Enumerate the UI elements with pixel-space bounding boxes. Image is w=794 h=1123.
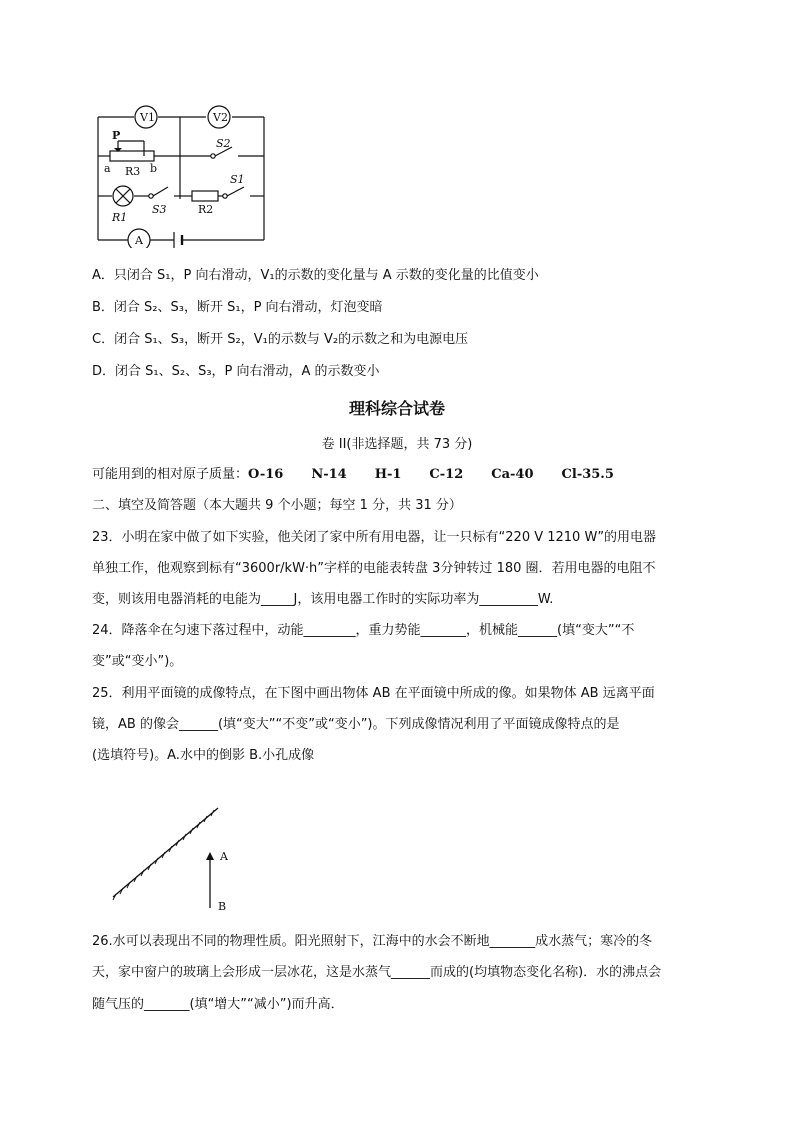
mass-item: C-12 [429, 467, 464, 482]
option-c: C．闭合 S₁、S₃，断开 S₂，V₁的示数与 V₂的示数之和为电源电压 [92, 332, 469, 347]
q26-line-1: 26.水可以表现出不同的物理性质。阳光照射下，江海中的水会不断地_______成水蒸气；寒冷的冬 [92, 934, 653, 949]
q25-line-3: (选填符号)。A.水中的倒影 B.小孔成像 [92, 748, 315, 763]
paper-title: 理科综合试卷 [348, 399, 445, 418]
q26-line-3: 随气压的_______(填“增大”“减小”)而升高． [92, 997, 344, 1012]
q24-line-2: 变”或“变小”)。 [92, 654, 183, 669]
ammeter-label: A [135, 234, 143, 247]
q23-line-2: 单独工作，他观察到标有“3600r/kW·h”字样的电能表转盘 3分钟转过 180 圈．若用电器的电阻不 [92, 561, 656, 576]
mirror-hatching [113, 810, 214, 900]
v1-label: V1 [140, 111, 155, 124]
mass-item: Cl-35.5 [561, 467, 614, 482]
q25-line-1: 25．利用平面镜的成像特点，在下图中画出物体 AB 在平面镜中所成的像。如果物体 AB 远离平面 [92, 686, 655, 701]
section-heading: 二、填空及简答题（本大题共 9 个小题；每空 1 分，共 31 分） [92, 498, 462, 513]
q23-line-1: 23．小明在家中做了如下实验，他关闭了家中所有用电器，让一只标有“220 V 1210 W”的用电器 [92, 530, 657, 545]
mass-item: N-14 [311, 467, 347, 482]
mirror-figure [108, 800, 248, 920]
q25-line-2: 镜，AB 的像会______(填“变大”“不变”或“变小”)。下列成像情况利用了平面镜成像特点的是 [92, 717, 620, 732]
atomic-mass-label: 可能用到的相对原子质量： [92, 467, 249, 482]
option-d: D．闭合 S₁、S₂、S₃，P 向右滑动，A 的示数变小 [92, 364, 380, 379]
option-a: A．只闭合 S₁，P 向右滑动，V₁的示数的变化量与 A 示数的变化量的比值变小 [92, 268, 539, 283]
atomic-mass-line [92, 465, 642, 485]
terminal-b-label: b [150, 162, 158, 175]
s2-label: S2 [216, 137, 231, 150]
mass-item: O-16 [248, 467, 284, 482]
s1-label: S1 [230, 173, 245, 186]
mass-item: H-1 [374, 467, 402, 482]
q26-line-2: 天，家中窗户的玻璃上会形成一层冰花，这是水蒸气______而成的(均填物态变化名称)．水的沸点会 [92, 965, 662, 980]
r1-label: R1 [112, 211, 128, 224]
mass-item: Ca-40 [491, 467, 534, 482]
r2-label: R2 [198, 203, 214, 216]
point-b-label: B [218, 900, 227, 913]
s3-label: S3 [152, 203, 167, 216]
paper-subtitle: 卷 II(非选择题，共 73 分) [321, 437, 473, 452]
r3-label: R3 [125, 165, 141, 178]
terminal-a-label: a [104, 162, 111, 175]
arrowhead-icon [206, 852, 214, 860]
point-a-label: A [220, 850, 228, 863]
v2-label: V2 [213, 111, 228, 124]
q23-line-3: 变，则该用电器消耗的电能为_____J，该用电器工作时的实际功率为_________W. [92, 592, 554, 607]
circuit-diagram [92, 103, 272, 248]
q24-line-1: 24．降落伞在匀速下落过程中，动能________，重力势能_______，机械能______(填“变大”“不 [92, 623, 635, 638]
slider-p-label: P [112, 129, 121, 142]
option-b: B．闭合 S₂、S₃，断开 S₁，P 向右滑动，灯泡变暗 [92, 300, 383, 315]
